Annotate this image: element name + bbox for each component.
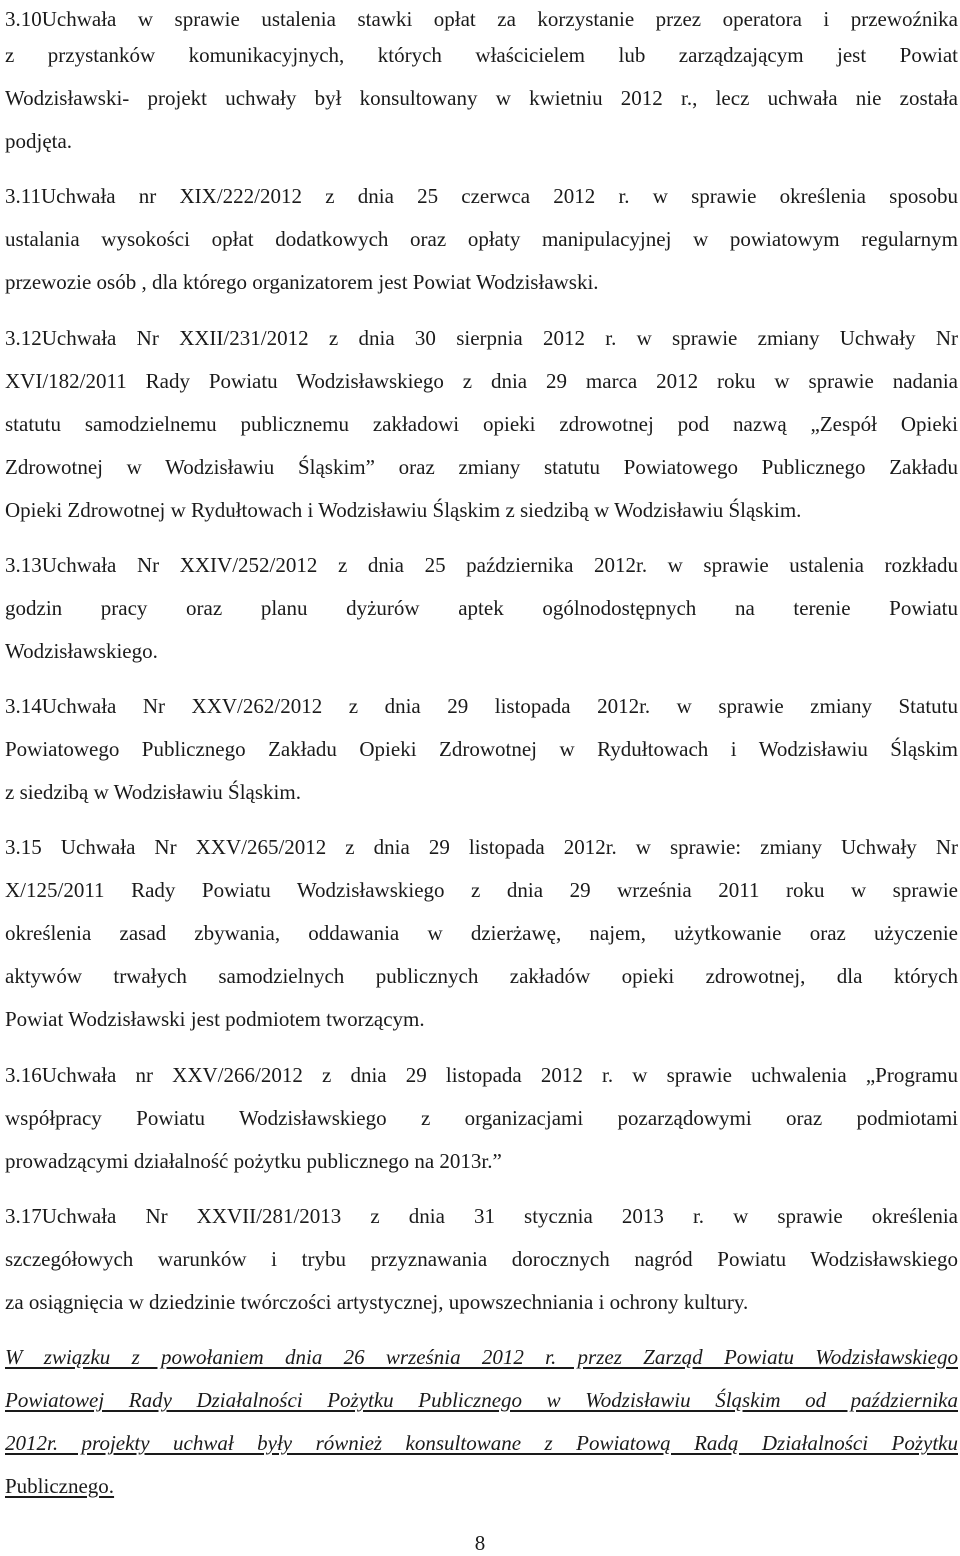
paragraph-3-14-line-2: Powiatowego Publicznego Zakładu Opieki Zdrowotnej w Rydułtowach i Wodzisławiu Śląskim [5, 737, 958, 761]
paragraph-3-11-line-3: przewozie osób , dla którego organizatorem jest Powiat Wodzisławski. [5, 270, 599, 294]
paragraph-3-12-line-5: Opieki Zdrowotnej w Rydułtowach i Wodzisławiu Śląskim z siedzibą w Wodzisławiu Śląskim. [5, 498, 802, 522]
paragraph-3-10-line-2: z przystanków komunikacyjnych, których właścicielem lub zarządzającym jest Powiat [5, 43, 958, 67]
paragraph-3-10-line-1: 3.10Uchwała w sprawie ustalenia stawki opłat za korzystanie przez operatora i przewoźnika [5, 7, 958, 31]
paragraph-3-11-line-2: ustalania wysokości opłat dodatkowych oraz opłaty manipulacyjnej w powiatowym regularnym [5, 227, 958, 251]
paragraph-3-13-line-1: 3.13Uchwała Nr XXIV/252/2012 z dnia 25 października 2012r. w sprawie ustalenia rozkładu [5, 553, 958, 577]
closing-note-line-1: W związku z powołaniem dnia 26 września 2012 r. przez Zarząd Powiatu Wodzisławskiego [5, 1345, 958, 1369]
paragraph-3-16-line-2: współpracy Powiatu Wodzisławskiego z organizacjami pozarządowymi oraz podmiotami [5, 1106, 958, 1130]
paragraph-3-12-line-3: statutu samodzielnemu publicznemu zakładowi opieki zdrowotnej pod nazwą „Zespół Opieki [5, 412, 958, 436]
paragraph-3-12-line-4: Zdrowotnej w Wodzisławiu Śląskim” oraz zmiany statutu Powiatowego Publicznego Zakładu [5, 455, 958, 479]
paragraph-3-12-line-1: 3.12Uchwała Nr XXII/231/2012 z dnia 30 sierpnia 2012 r. w sprawie zmiany Uchwały Nr [5, 326, 958, 350]
paragraph-3-16-line-3: prowadzącymi działalność pożytku publicznego na 2013r.” [5, 1149, 502, 1173]
paragraph-3-15-line-3: określenia zasad zbywania, oddawania w dzierżawę, najem, użytkowanie oraz użyczenie [5, 921, 958, 945]
paragraph-3-17-line-2: szczegółowych warunków i trybu przyznawania dorocznych nagród Powiatu Wodzisławskiego [5, 1247, 958, 1271]
paragraph-3-14-line-1: 3.14Uchwała Nr XXV/262/2012 z dnia 29 listopada 2012r. w sprawie zmiany Statutu [5, 694, 958, 718]
page-number: 8 [474, 1531, 486, 1555]
paragraph-3-10-line-3: Wodzisławski- projekt uchwały był konsultowany w kwietniu 2012 r., lecz uchwała nie została [5, 86, 958, 110]
paragraph-3-15-line-5: Powiat Wodzisławski jest podmiotem tworzącym. [5, 1007, 425, 1031]
paragraph-3-14-line-3: z siedzibą w Wodzisławiu Śląskim. [5, 780, 301, 804]
paragraph-3-13-line-3: Wodzisławskiego. [5, 639, 158, 663]
closing-note-line-3: 2012r. projekty uchwał były również konsultowane z Powiatową Radą Działalności Pożytku [5, 1431, 958, 1455]
paragraph-3-16-line-1: 3.16Uchwała nr XXV/266/2012 z dnia 29 listopada 2012 r. w sprawie uchwalenia „Programu [5, 1063, 958, 1087]
paragraph-3-15-line-4: aktywów trwałych samodzielnych publicznych zakładów opieki zdrowotnej, dla których [5, 964, 958, 988]
paragraph-3-10-line-4: podjęta. [5, 129, 73, 153]
paragraph-3-12-line-2: XVI/182/2011 Rady Powiatu Wodzisławskiego z dnia 29 marca 2012 roku w sprawie nadania [5, 369, 958, 393]
paragraph-3-17-line-1: 3.17Uchwała Nr XXVII/281/2013 z dnia 31 stycznia 2013 r. w sprawie określenia [5, 1204, 958, 1228]
paragraph-3-17-line-3: za osiągnięcia w dziedzinie twórczości artystycznej, upowszechniania i ochrony kultury. [5, 1290, 749, 1314]
paragraph-3-13-line-2: godzin pracy oraz planu dyżurów aptek ogólnodostępnych na terenie Powiatu [5, 596, 958, 620]
paragraph-3-11-line-1: 3.11Uchwała nr XIX/222/2012 z dnia 25 czerwca 2012 r. w sprawie określenia sposobu [5, 184, 958, 208]
closing-note-line-4: Publicznego. [5, 1474, 115, 1498]
paragraph-3-15-line-1: 3.15 Uchwała Nr XXV/265/2012 z dnia 29 listopada 2012r. w sprawie: zmiany Uchwały Nr [5, 835, 958, 859]
paragraph-3-15-line-2: X/125/2011 Rady Powiatu Wodzisławskiego z dnia 29 września 2011 roku w sprawie [5, 878, 958, 902]
closing-note-line-2: Powiatowej Rady Działalności Pożytku Publicznego w Wodzisławiu Śląskim od października [5, 1388, 958, 1412]
